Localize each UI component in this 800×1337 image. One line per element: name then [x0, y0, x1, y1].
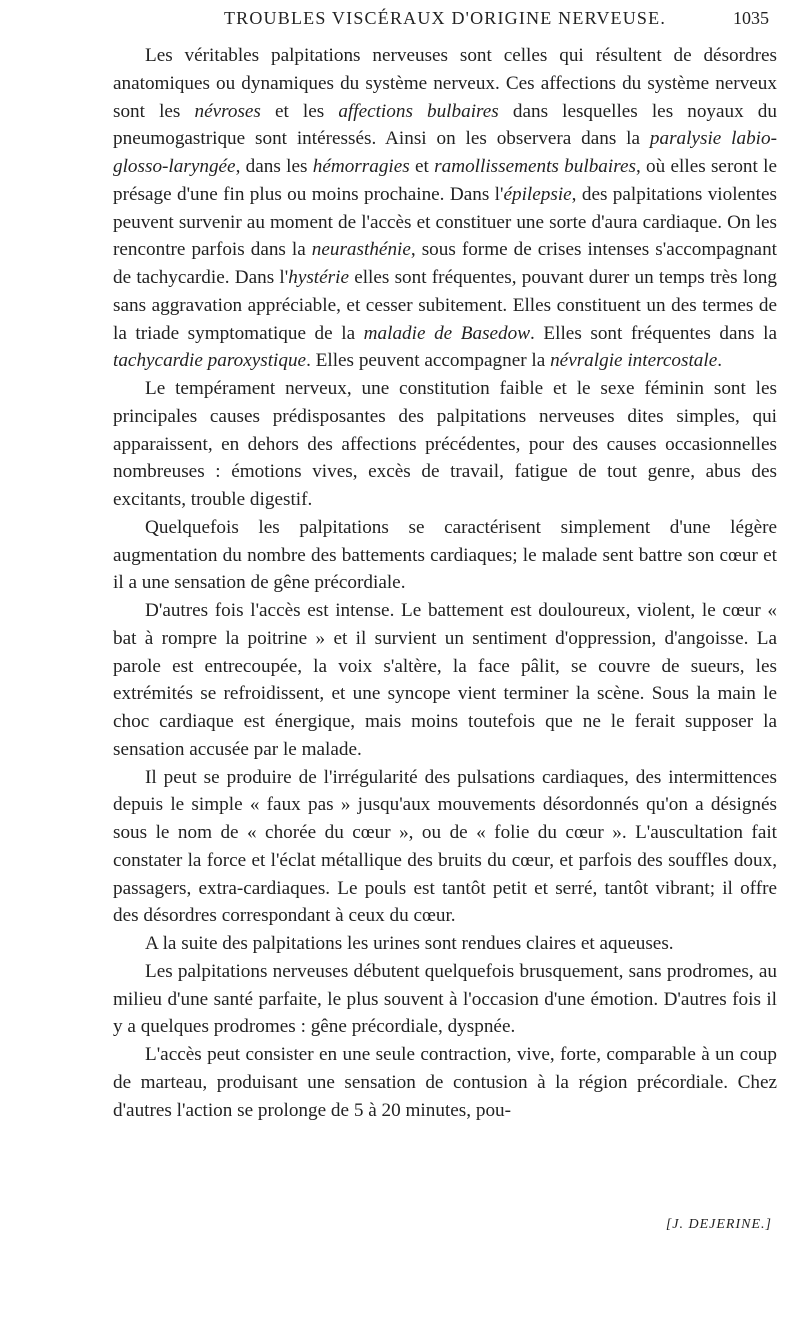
text-run: L'accès peut consister en une seule contraction, vive, forte, comparable à un coup de marteau, produisant une sensation de contusion à la région précordiale. Chez d'autres l'action se prolonge de 5 à 20 minutes, pou-: [113, 1044, 777, 1121]
paragraph: [113, 514, 777, 597]
paragraph: [113, 1041, 777, 1124]
text-run: Les palpitations nerveuses débutent quelquefois brusquement, sans prodromes, au milieu d'une santé parfaite, le plus souvent à l'occasion d'une émotion. D'autres fois il y a quelques prodromes : gêne précordiale, dyspnée.: [113, 960, 777, 1038]
text-run: Il peut se produire de l'irrégularité des pulsations cardiaques, des intermittences depuis le simple « faux pas » jusqu'aux mouvements désordonnés qu'on a désignés sous le nom de « chorée du cœur », ou de « folie du cœur ». L'auscultation fait constater la force et l'éclat métallique des bruits du cœur, et parfois des souffles doux, passagers, extra-cardiaques. Le pouls est tantôt petit et serré, tantôt vibrant; il offre des désordres correspondant à ceux du cœur.: [113, 766, 777, 927]
paragraph: [113, 958, 777, 1041]
running-head: [115, 6, 775, 36]
text-run: dans lesquelles les noyaux du pneumogastrique sont intéressés. Ainsi on les observera dans la: [113, 100, 777, 150]
italic-term: névralgie intercostale: [550, 350, 718, 372]
text-run: elles sont fréquentes, pouvant durer un temps très long sans aggravation appréciable, et cesser subitement. Elles constituent un des termes de la triade symptomatique de la: [113, 267, 777, 344]
text-run: Le tempérament nerveux, une constitution faible et le sexe féminin sont les principales causes prédisposantes des palpitations nerveuses dites simples, qui apparaissent, en dehors des affections précédentes, pour des causes occasionnelles nombreuses : émotions vives, excès de travail, fatigue de tout genre, abus des excitants, trouble digestif.: [113, 378, 777, 510]
text-run: A la suite des palpitations les urines sont rendues claires et aqueuses.: [145, 933, 674, 954]
text-run: et: [409, 156, 435, 177]
italic-term: épilepsie: [503, 183, 572, 205]
paragraph: [113, 42, 777, 375]
text-run: .: [717, 350, 723, 372]
page-number: 1035: [733, 8, 769, 28]
text-run: . Elles sont fréquentes dans la: [530, 322, 777, 344]
paragraph: [113, 930, 777, 958]
italic-term: hystérie: [288, 267, 349, 288]
italic-term: tachycardie paroxystique: [113, 350, 307, 372]
text-run: , où elles seront le présage d'une fin plus ou moins prochaine. Dans l': [113, 156, 777, 205]
author-signature: [J. DEJERINE.]: [665, 1217, 772, 1232]
running-title: TROUBLES VISCÉRAUX D'ORIGINE NERVEUSE.: [223, 8, 667, 28]
text-run: et les: [260, 100, 339, 122]
text-run: Quelquefois les palpitations se caractérisent simplement d'une légère augmentation du nombre des battements cardiaques; le malade sent battre son cœur et il a une sensation de gêne précordiale.: [113, 516, 777, 594]
body-text: [113, 42, 777, 1124]
text-run: . Elles peuvent accompagner la: [306, 350, 551, 372]
text-run: , dans les: [235, 156, 313, 177]
italic-term: hémorragies: [312, 156, 410, 177]
paragraph: [113, 597, 777, 764]
text-run: , sous forme de crises intenses s'accompagnant de tachycardie. Dans l': [113, 239, 777, 288]
text-run: D'autres fois l'accès est intense. Le battement est douloureux, violent, le cœur « bat à rompre la poitrine » et il survient un sentiment d'oppression, d'angoisse. La parole est entrecoupée, la voix s'altère, la face pâlit, se couvre de sueurs, les extrémités se refroidissent, et une syncope vient terminer la scène. Sous la main le choc cardiaque est énergique, mais moins toutefois que ne le ferait supposer la sensation accusée par le malade.: [113, 600, 777, 760]
italic-term: ramollissements bulbaires: [434, 156, 636, 177]
italic-term: maladie de Basedow: [363, 322, 531, 344]
italic-term: névroses: [194, 100, 261, 122]
italic-term: neurasthénie: [311, 239, 411, 261]
text-run: Les véritables palpitations nerveuses sont celles qui résultent de désordres anatomiques ou dynamiques du système nerveux. Ces affections du système nerveux sont les: [113, 45, 777, 122]
paragraph: [113, 764, 777, 931]
italic-term: affections bulbaires: [338, 100, 499, 122]
italic-term: paralysie labio-glosso-laryngée: [113, 128, 777, 177]
text-run: , des palpitations violentes peuvent survenir au moment de l'accès et constituer une sorte d'aura cardiaque. On les rencontre parfois dans la: [113, 183, 777, 261]
paragraph: [113, 375, 777, 514]
